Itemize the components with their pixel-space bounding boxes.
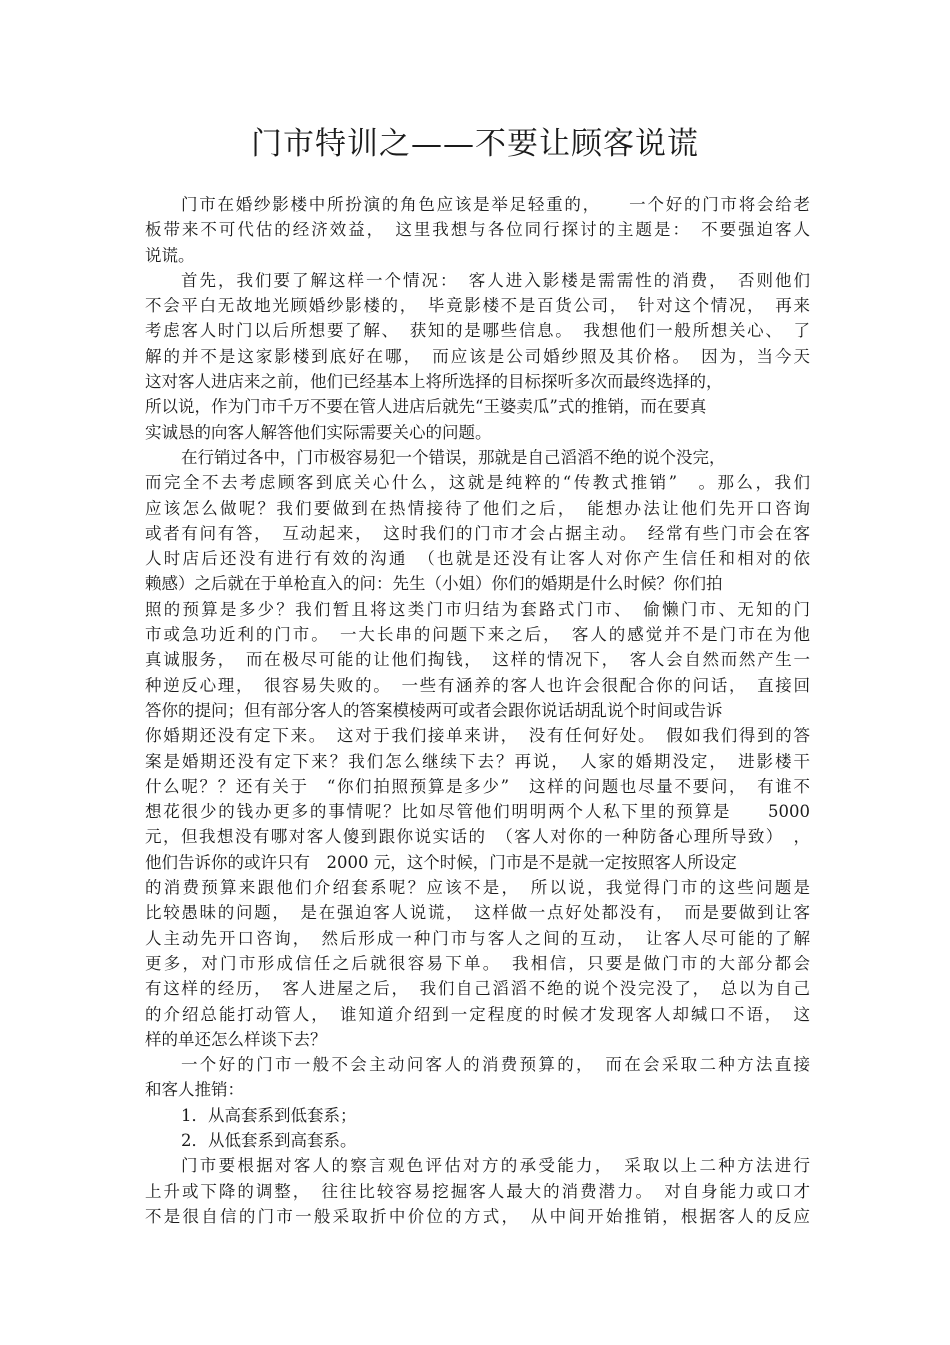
paragraph-line: 赖感）之后就在于单枪直入的问：先生（小姐）你们的婚期是什么时候？你们拍: [145, 574, 723, 594]
paragraph-line: 这对客人进店来之前，他们已经基本上将所选择的目标探听多次而最终选择的，: [145, 372, 723, 392]
paragraph-line: 说谎。: [145, 245, 195, 265]
paragraph-line: 更多，对门市形成信任之后就很容易下单。 我相信，只要是做门市的大部分都会: [145, 953, 810, 973]
paragraph-line: 一个好的门市一般不会主动问客人的消费预算的， 而在会采取二种方法直接: [181, 1055, 810, 1075]
paragraph-line: 板带来不可代估的经济效益， 这里我想与各位同行探讨的主题是： 不要强迫客人: [145, 220, 810, 240]
paragraph-line: 实诚恳的向客人解答他们实际需要关心的问题。: [145, 422, 492, 442]
paragraph-line: 什么呢？？还有关于 “你们拍照预算是多少” 这样的问题也尽量不要问， 有谁不: [145, 776, 810, 796]
paragraph-line: 样的单还怎么样谈下去？: [145, 1029, 327, 1049]
paragraph-line: 你婚期还没有定下来。 这对于我们接单来讲， 没有任何好处。 假如我们得到的答: [145, 726, 810, 746]
paragraph-line: 所以说，作为门市千万不要在管人进店后就先“王婆卖瓜”式的推销，而在要真: [145, 397, 707, 417]
paragraph-line: 有这样的经历， 客人进屋之后， 我们自己滔滔不绝的说个没完没了， 总以为自己: [145, 979, 810, 999]
paragraph-line: 他们告诉你的或许只有 2000 元，这个时候，门市是不是就一定按照客人所设定: [145, 852, 737, 872]
paragraph-line: 应该怎么做呢？我们要做到在热情接待了他们之后， 能想办法让他们先开口咨询: [145, 498, 810, 518]
paragraph-line: 和客人推销：: [145, 1080, 244, 1100]
paragraph-line: 元，但我想没有哪对客人傻到跟你说实话的 （客人对你的一种防备心理所导致） ，: [145, 827, 810, 847]
paragraph-line: 真诚服务， 而在极尽可能的让他们掏钱， 这样的情况下， 客人会自然而然产生一: [145, 650, 810, 670]
paragraph-line: 或者有问有答， 互动起来， 这时我们的门市才会占据主动。 经常有些门市会在客: [145, 523, 810, 543]
paragraph-line: 比较愚昧的问题， 是在强迫客人说谎， 这样做一点好处都没有， 而是要做到让客: [145, 903, 810, 923]
document-title: 门市特训之——不要让顾客说谎: [251, 126, 699, 162]
paragraph-line: 不会平白无故地光顾婚纱影楼的， 毕竟影楼不是百货公司， 针对这个情况， 再来: [145, 296, 810, 316]
paragraph-line: 考虑客人时门以后所想要了解、 获知的是哪些信息。 我想他们一般所想关心、 了: [145, 321, 810, 341]
paragraph-line: 想花很少的钱办更多的事情呢？比如尽管他们明明两个人私下里的预算是 5000: [145, 802, 810, 822]
paragraph-line: 不是很自信的门市一般采取折中价位的方式， 从中间开始推销，根据客人的反应: [145, 1206, 810, 1226]
paragraph-line: 上升或下降的调整， 往往比较容易挖掘客人最大的消费潜力。 对自身能力或口才: [145, 1181, 810, 1201]
paragraph-line: 的消费预算来跟他们介绍套系呢？应该不是， 所以说，我觉得门市的这些问题是: [145, 878, 810, 898]
paragraph-line: 人主动先开口咨询， 然后形成一种门市与客人之间的互动， 让客人尽可能的了解: [145, 928, 810, 948]
list-item: 2．从低套系到高套系。: [181, 1130, 357, 1150]
paragraph-line: 案是婚期还没有定下来？我们怎么继续下去？再说， 人家的婚期没定， 进影楼干: [145, 751, 810, 771]
paragraph-line: 的介绍总能打动管人， 谁知道介绍到一定程度的时候才发现客人却缄口不语， 这: [145, 1004, 810, 1024]
paragraph-line: 首先，我们要了解这样一个情况： 客人进入影楼是需需性的消费， 否则他们: [181, 270, 810, 290]
paragraph-line: 答你的提问；但有部分客人的答案模棱两可或者会跟你说话胡乱说个时间或告诉: [145, 700, 723, 720]
paragraph-line: 解的并不是这家影楼到底好在哪， 而应该是公司婚纱照及其价格。 因为，当今天: [145, 346, 810, 366]
paragraph-line: 门市在婚纱影楼中所扮演的角色应该是举足轻重的， 一个好的门市将会给老: [181, 195, 810, 214]
paragraph-line: 市或急功近利的门市。 一大长串的问题下来之后， 客人的感觉并不是门市在为他: [145, 625, 810, 645]
paragraph-line: 人时店后还没有进行有效的沟通 （也就是还没有让客人对你产生信任和相对的依: [145, 549, 810, 569]
document-body: [145, 192, 810, 1229]
paragraph-line: 门市要根据对客人的察言观色评估对方的承受能力， 采取以上二种方法进行: [181, 1156, 810, 1176]
list-item: 1．从高套系到低套系；: [181, 1105, 357, 1125]
paragraph-line: 在行销过各中，门市极容易犯一个错误，那就是自己滔滔不绝的说个没完，: [181, 447, 726, 467]
paragraph-line: 而完全不去考虑顾客到底关心什么，这就是纯粹的“传教式推销” 。那么，我们: [145, 473, 810, 493]
paragraph-line: 种逆反心理， 很容易失败的。 一些有涵养的客人也许会很配合你的问话， 直接回: [145, 675, 810, 695]
paragraph-line: 照的预算是多少？我们暂且将这类门市归结为套路式门市、 偷懒门市、无知的门: [145, 599, 810, 619]
